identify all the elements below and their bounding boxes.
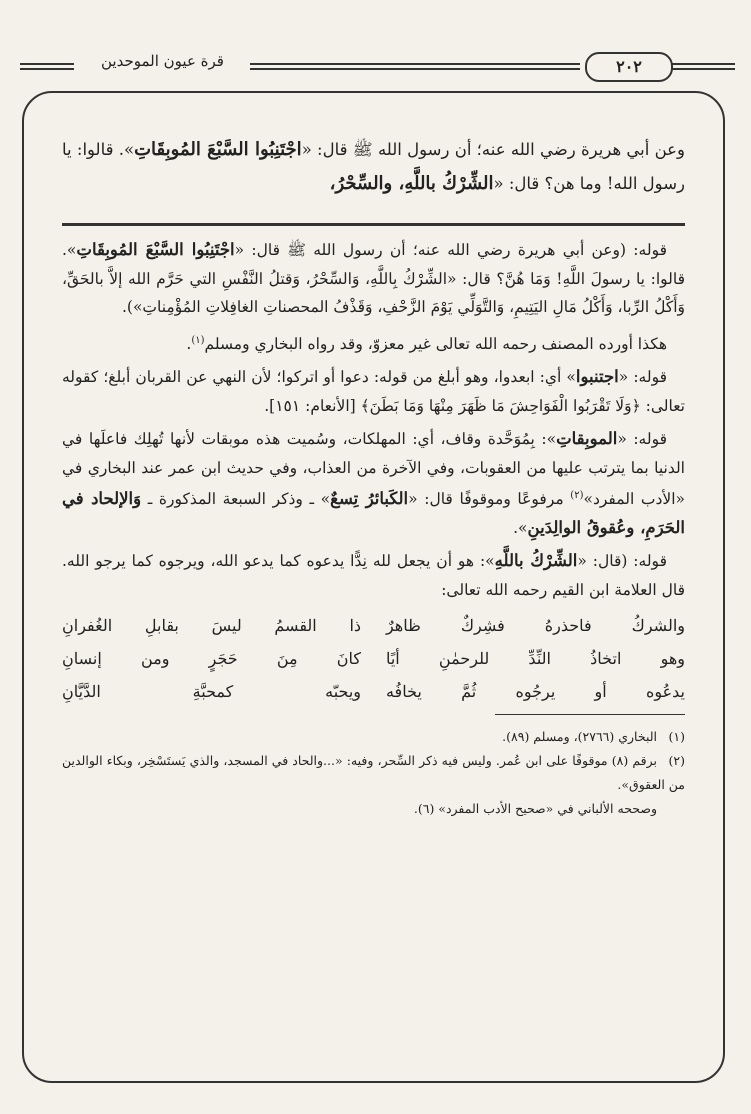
text-span: هكذا أورده المصنف رحمه الله تعالى غير معزوّ، وقد رواه البخاري ومسلم [204, 334, 667, 353]
bold-term: وَالإلحاد في الحَرَمِ، وعُقوقُ الوالِدَينِ [62, 489, 685, 537]
page-content [62, 133, 685, 821]
verse-first-hemistich: والشركُ فاحذرهُ فشِركٌ ظاهرٌ [385, 616, 685, 636]
bold-term: الشِّرْكُ باللَّهِ [494, 551, 578, 571]
footnote-text: برقم (٨) موقوفًا على ابن عُمر. وليس فيه ذكر السِّحر، وفيه: «...والحاد في المسجد، والذي يَستَسْخِر، وبكاء الوالدين من العقوق». [62, 753, 685, 793]
bold-term: الكَبائرُ تِسعٌ [330, 489, 409, 509]
commentary-paragraph [62, 236, 685, 322]
commentary-paragraph [62, 327, 685, 359]
header-rule [20, 63, 74, 65]
text-span: » ـ وذكر السبعة المذكورة ـ [141, 490, 331, 509]
commentary-paragraph [62, 547, 685, 604]
page-number: ٢٠٢ [585, 52, 673, 82]
text-span: قوله: « [617, 430, 668, 449]
bold-term: الموبِقاتِ [556, 429, 618, 449]
verse-first-hemistich: وهو اتخاذُ النِّدِّ للرحمٰنِ أيًا [385, 649, 685, 669]
header-rule [20, 68, 74, 70]
text-span: . [186, 334, 192, 353]
footnote-ref[interactable]: (١) [191, 334, 205, 346]
footnote [62, 749, 685, 797]
text-span: »: هو أن يجعل لله نِدًّا يدعوه كما يدعو الله، ويرجوه كما يرجو الله. قال العلامة ابن القيم رحمه الله تعالى: [62, 552, 685, 599]
text-span: »: بِمُوَحَّدة وقاف، أي: المهلكات، وسُميت هذه موبقات لأنها تُهلِك فاعلَها في الدنيا بما يترتب عليها من العقوبات، وفي الآخرة من العذاب، وفي حديث ابن عمر عند البخاري في «الأدب المفرد» [62, 430, 685, 509]
section-divider [62, 223, 685, 226]
text-span: ». [513, 518, 528, 537]
footnote-number: (١) [668, 729, 685, 745]
hadith-mid: ». قالوا: يا رسول الله! وما هن؟ قال: « [62, 140, 685, 193]
footnote-text: البخاري (٢٧٦٦)، ومسلم (٨٩). [502, 729, 657, 745]
text-span: ». قالوا: يا رسولَ اللَّهِ! وَمَا هُنَّ؟ قال: «الشِّرْكُ بِاللَّهِ، وَالسِّحْرُ، وَقتلُ النَّفْسِ التي حَرَّم الله إلاَّ بالحَقِّ، وَأَكْلُ الرِّبا، وَأَكْلُ مَالِ اليَتِيمِ، وَالتَّوَلِّي يَوْمَ الزَّحْفِ، وَقَذْفُ المحصناتِ الغافِلاتِ المُؤْمِناتِ»). [62, 241, 685, 316]
header-rule [672, 68, 735, 70]
verse-second-hemistich: كانَ مِنَ حَجَرٍ ومن إنسانِ [62, 649, 362, 669]
hadith-quote-2: الشِّرْكُ باللَّهِ، والسِّحْرُ، [329, 173, 494, 194]
header-rule [250, 68, 580, 70]
page-header [20, 52, 735, 88]
footnote-text: وصححه الألباني في «صحيح الأدب المفرد» (٦). [413, 801, 657, 817]
hadith-text [62, 133, 685, 201]
text-span: قوله: « [618, 368, 667, 387]
running-title: قرة عيون الموحدين [101, 52, 224, 70]
footnote-continuation [62, 797, 685, 821]
text-span: مرفوعًا وموقوفًا قال: « [408, 490, 571, 509]
hadith-quote-1: اجْتَنِبُوا السَّبْعَ المُوبِقَاتِ [134, 139, 302, 160]
footnote-number: (٢) [668, 753, 685, 769]
commentary-paragraph [62, 425, 685, 542]
verse-second-hemistich: ذا القسمُ ليسَ بقابلِ الغُفرانِ [62, 616, 362, 636]
text-span: قوله: (قال: « [577, 552, 667, 571]
bold-term: اجتنبوا [575, 367, 619, 387]
poem [62, 609, 685, 708]
footnote-divider [495, 714, 685, 715]
verse-first-hemistich: يدعُوه أو يرجُوه ثُمَّ يخافُه [385, 682, 685, 702]
text-span: قوله: (وعن أبي هريرة رضي الله عنه؛ أن رسول الله ﷺ قال: « [234, 241, 667, 259]
header-rule [672, 63, 735, 65]
poem-verse [62, 675, 685, 708]
footnote-ref[interactable]: (٢) [570, 490, 584, 502]
verse-second-hemistich: ويحبّه كمحبَّةِ الدَّيَّانِ [62, 682, 362, 702]
text-span: » أي: ابعدوا، وهو أبلغ من قوله: دعوا أو اتركوا؛ لأن النهي عن القربان أبلغ؛ كقوله تعالى: ﴿وَلَا تَقْرَبُوا الْفَوَاحِشَ مَا ظَهَرَ مِنْهَا وَمَا بَطَنَ﴾ [الأنعام: ١٥١]. [62, 368, 685, 415]
header-rule [250, 63, 580, 65]
content-frame [22, 91, 725, 1083]
bold-term: اجْتَنِبُوا السَّبْعَ المُوبِقَاتِ [76, 240, 235, 259]
footnote [62, 725, 685, 749]
poem-verse [62, 609, 685, 642]
hadith-intro: وعن أبي هريرة رضي الله عنه؛ أن رسول الله ﷺ قال: « [301, 140, 685, 159]
commentary-paragraph [62, 363, 685, 420]
poem-verse [62, 642, 685, 675]
